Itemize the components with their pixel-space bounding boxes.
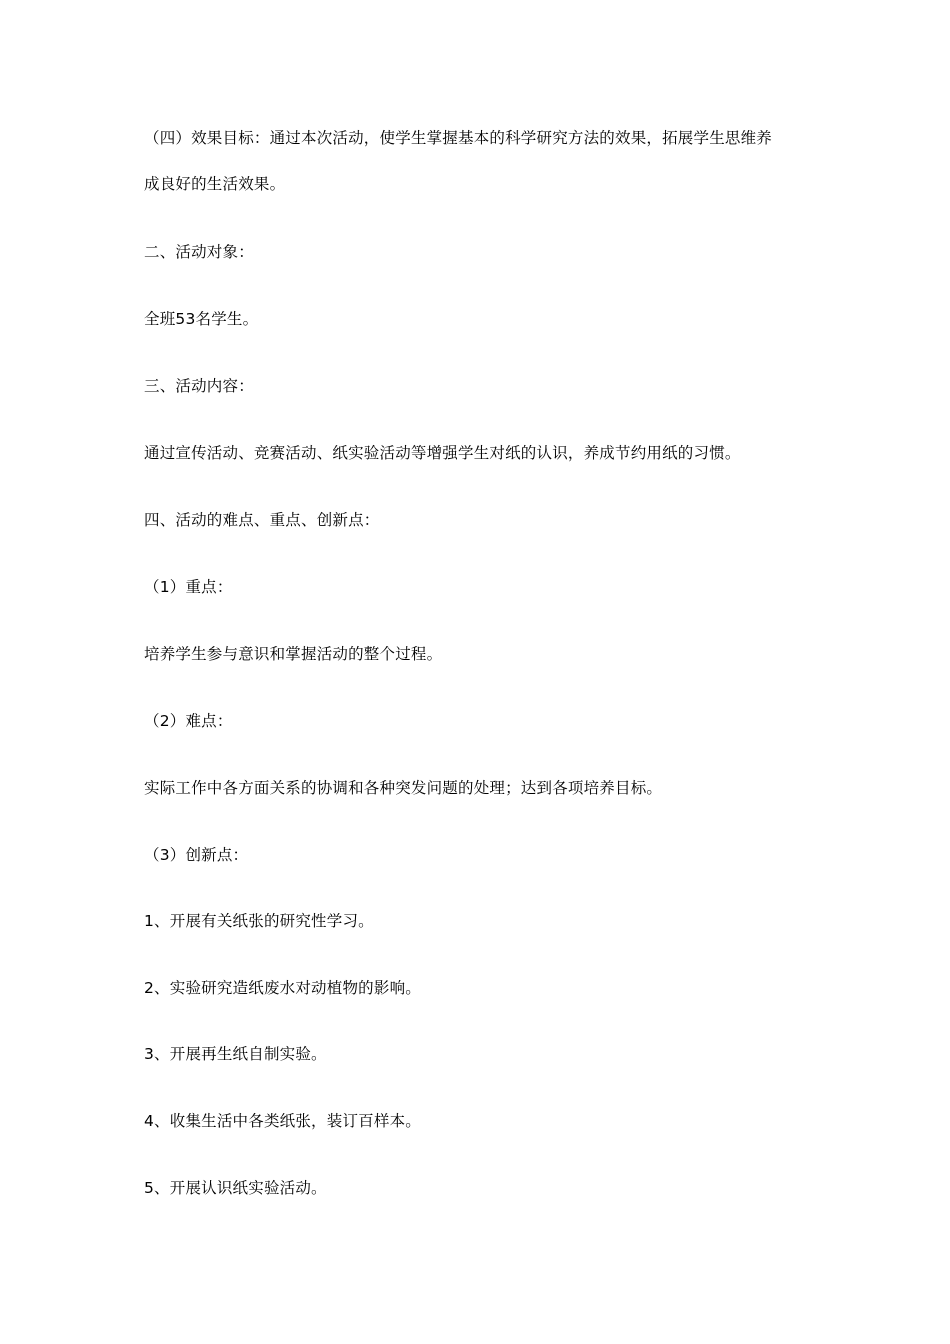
heading-difficulties-keypoints: 四、活动的难点、重点、创新点： <box>144 511 380 529</box>
paragraph-effect-goal-line2: 成良好的生活效果。 <box>144 175 286 193</box>
heading-activity-target: 二、活动对象： <box>144 243 254 261</box>
list-item-innovation-1: 1、开展有关纸张的研究性学习。 <box>144 912 374 930</box>
subheading-innovation: （3）创新点： <box>144 846 249 864</box>
list-item-innovation-2: 2、实验研究造纸废水对动植物的影响。 <box>144 979 421 997</box>
subheading-difficulty: （2）难点： <box>144 712 233 730</box>
list-item-innovation-5: 5、开展认识纸实验活动。 <box>144 1179 327 1197</box>
subheading-keypoint: （1）重点： <box>144 578 233 596</box>
paragraph-effect-goal-line1: （四）效果目标：通过本次活动，使学生掌握基本的科学研究方法的效果，拓展学生思维养 <box>144 129 773 147</box>
paragraph-difficulty: 实际工作中各方面关系的协调和各种突发问题的处理；达到各项培养目标。 <box>144 779 663 797</box>
paragraph-keypoint: 培养学生参与意识和掌握活动的整个过程。 <box>144 645 443 663</box>
list-item-innovation-4: 4、收集生活中各类纸张，装订百样本。 <box>144 1112 421 1130</box>
paragraph-activity-content: 通过宣传活动、竞赛活动、纸实验活动等增强学生对纸的认识，养成节约用纸的习惯。 <box>144 444 741 462</box>
list-item-innovation-3: 3、开展再生纸自制实验。 <box>144 1045 327 1063</box>
paragraph-activity-target: 全班53名学生。 <box>144 310 259 328</box>
heading-activity-content: 三、活动内容： <box>144 377 254 395</box>
